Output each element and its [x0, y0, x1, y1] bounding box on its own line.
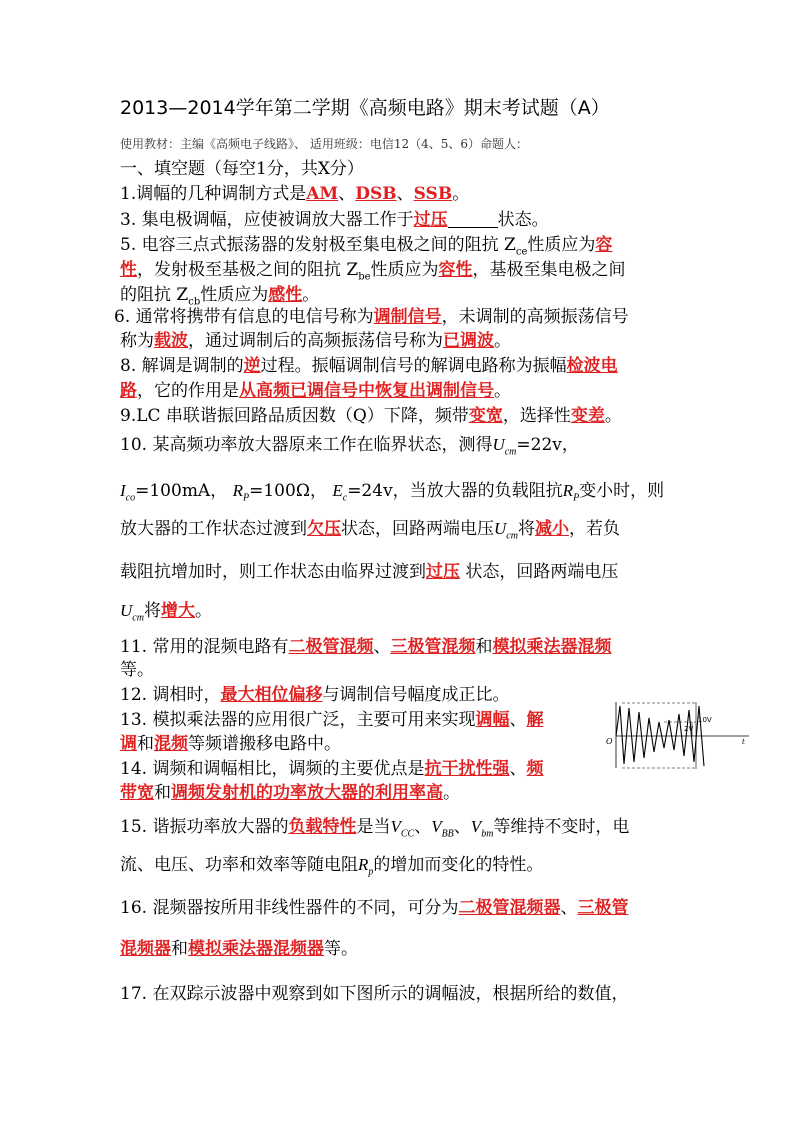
answer: 容性: [438, 260, 473, 280]
answer: 过压: [426, 562, 460, 582]
answer: 减小: [534, 519, 569, 539]
answer: 感性: [268, 285, 303, 305]
answer: AM: [306, 184, 339, 204]
question-6-line-1: 6. 通常将携带有信息的电信号称为调制信号，未调制的高频振荡信号: [114, 307, 629, 327]
question-16-line-1: 16. 混频器按所用非线性器件的不同，可分为二极管混频器、三极管: [120, 898, 629, 918]
question-16-line-2: 混频器和模拟乘法器混频器等。: [120, 939, 358, 959]
answer: 二极管混频器: [458, 898, 561, 918]
answer: 变差: [570, 406, 605, 426]
question-6-line-2: 称为载波，通过调制后的高频振荡信号称为已调波。: [120, 331, 511, 351]
answer: 解: [526, 710, 544, 730]
answer: 性: [120, 260, 137, 280]
exam-meta: 使用教材：主编《高频电子线路》、 适用班级：电信12（4、5、6）命题人：: [120, 137, 528, 151]
answer: 调幅: [475, 710, 510, 730]
t-axis-label: t: [742, 738, 745, 746]
question-3: 3. 集电极调幅，应使被调放大器工作于过压 状态。: [120, 210, 549, 230]
question-1: 1.调幅的几种调制方式是AM、DSB、SSB。: [120, 184, 470, 204]
answer: 负载特性: [288, 817, 357, 837]
question-11-line-1: 11. 常用的混频电路有二极管混频、三极管混频和模拟乘法器混频: [120, 637, 612, 657]
answer: 混频器: [120, 939, 171, 959]
question-10-line-5: $U_{cm}$将增大。: [120, 601, 212, 624]
question-14-line-2: 带宽和调频发射机的功率放大器的利用率高。: [120, 783, 460, 803]
question-13-line-2: 调和混频等频谱搬移电路中。: [120, 734, 341, 754]
section-heading: 一、填空题（每空1分，共X分）: [120, 159, 364, 179]
answer: 逆: [243, 356, 261, 376]
page-title: 2013—2014学年第二学期《高频电路》期末考试题（A）: [120, 97, 610, 119]
answer: 抗干扰性强: [424, 759, 510, 779]
question-13-line-1: 13. 模拟乘法器的应用很广泛，主要可用来实现调幅、解: [120, 710, 544, 730]
question-10-line-3: 放大器的工作状态过渡到欠压状态，回路两端电压$U_{cm}$将减小，若负: [120, 519, 620, 542]
question-11-line-2: 等。: [120, 660, 154, 680]
answer: 欠压: [307, 519, 341, 539]
answer: 已调波: [443, 331, 494, 351]
answer: 混频: [154, 734, 188, 754]
answer: 变宽: [468, 406, 503, 426]
question-9: 9.LC 串联谐振回路品质因数（Q）下降，频带变宽，选择性变差。: [120, 406, 622, 426]
question-17: 17. 在双踪示波器中观察到如下图所示的调幅波，根据所给的数值，: [120, 984, 629, 1004]
answer: 路: [120, 381, 137, 401]
answer: SSB: [413, 184, 453, 204]
question-10-line-4: 载阻抗增加时，则工作状态由临界过渡到过压 状态，回路两端电压: [120, 562, 619, 582]
question-14-line-1: 14. 调频和调幅相比，调频的主要优点是抗干扰性强、频: [120, 759, 544, 779]
answer: 检波电: [566, 356, 618, 376]
answer: 二极管混频: [288, 637, 374, 657]
answer: 模拟乘法器混频器: [188, 939, 324, 959]
question-8-line-1: 8. 解调是调制的逆过程。振幅调制信号的解调电路称为振幅检波电: [120, 356, 618, 376]
blank-line: [448, 211, 498, 228]
label-10v: 10V: [698, 716, 712, 724]
question-5-line-3: 的阻抗 $Z_{cb}$性质应为感性。: [120, 285, 320, 308]
question-10-line-2: $I_{co}=100mA$， $R_P=100\Omega$， $E_c=24v$，当放大器的负载阻抗$R_P$变小时，则: [120, 481, 665, 504]
origin-label: O: [606, 737, 613, 746]
answer: 载波: [154, 331, 188, 351]
question-5-line-1: 5. 电容三点式振荡器的发射极至集电极之间的阻抗 $Z_{ce}$性质应为容: [120, 235, 613, 258]
answer: DSB: [355, 184, 397, 204]
label-2v: 2V: [684, 725, 694, 733]
answer: 三极管: [577, 898, 629, 918]
answer: 容: [595, 235, 613, 255]
question-15-line-1: 15. 谐振功率放大器的负载特性是当$V_{CC}$、$V_{BB}$、$V_{bm}$等维持不变时，电: [120, 817, 630, 840]
answer: 从高频已调信号中恢复出调制信号: [239, 381, 494, 401]
question-10-line-1: 10. 某高频功率放大器原来工作在临界状态，测得$U_{cm}=22v$，: [120, 435, 579, 458]
am-waveform-figure: [604, 698, 754, 770]
answer: 模拟乘法器混频: [492, 637, 612, 657]
question-5-line-2: 性，发射极至基极之间的阻抗 $Z_{be}$性质应为容性，基极至集电极之间: [120, 260, 626, 283]
answer: 调频发射机的功率放大器的利用率高: [171, 783, 443, 803]
question-8-line-2: 路，它的作用是从高频已调信号中恢复出调制信号。: [120, 381, 511, 401]
answer: 调制信号: [373, 307, 442, 327]
answer: 带宽: [120, 783, 154, 803]
answer: 调: [120, 734, 137, 754]
answer: 增大: [160, 601, 195, 621]
answer: 最大相位偏移: [220, 685, 323, 705]
question-15-line-2: 流、电压、功率和效率等随电阻$R_p$的增加而变化的特性。: [120, 855, 544, 878]
answer: 过压: [413, 210, 448, 230]
answer: 频: [526, 759, 544, 779]
question-12: 12. 调相时，最大相位偏移与调制信号幅度成正比。: [120, 685, 510, 705]
answer: 三极管混频: [390, 637, 476, 657]
